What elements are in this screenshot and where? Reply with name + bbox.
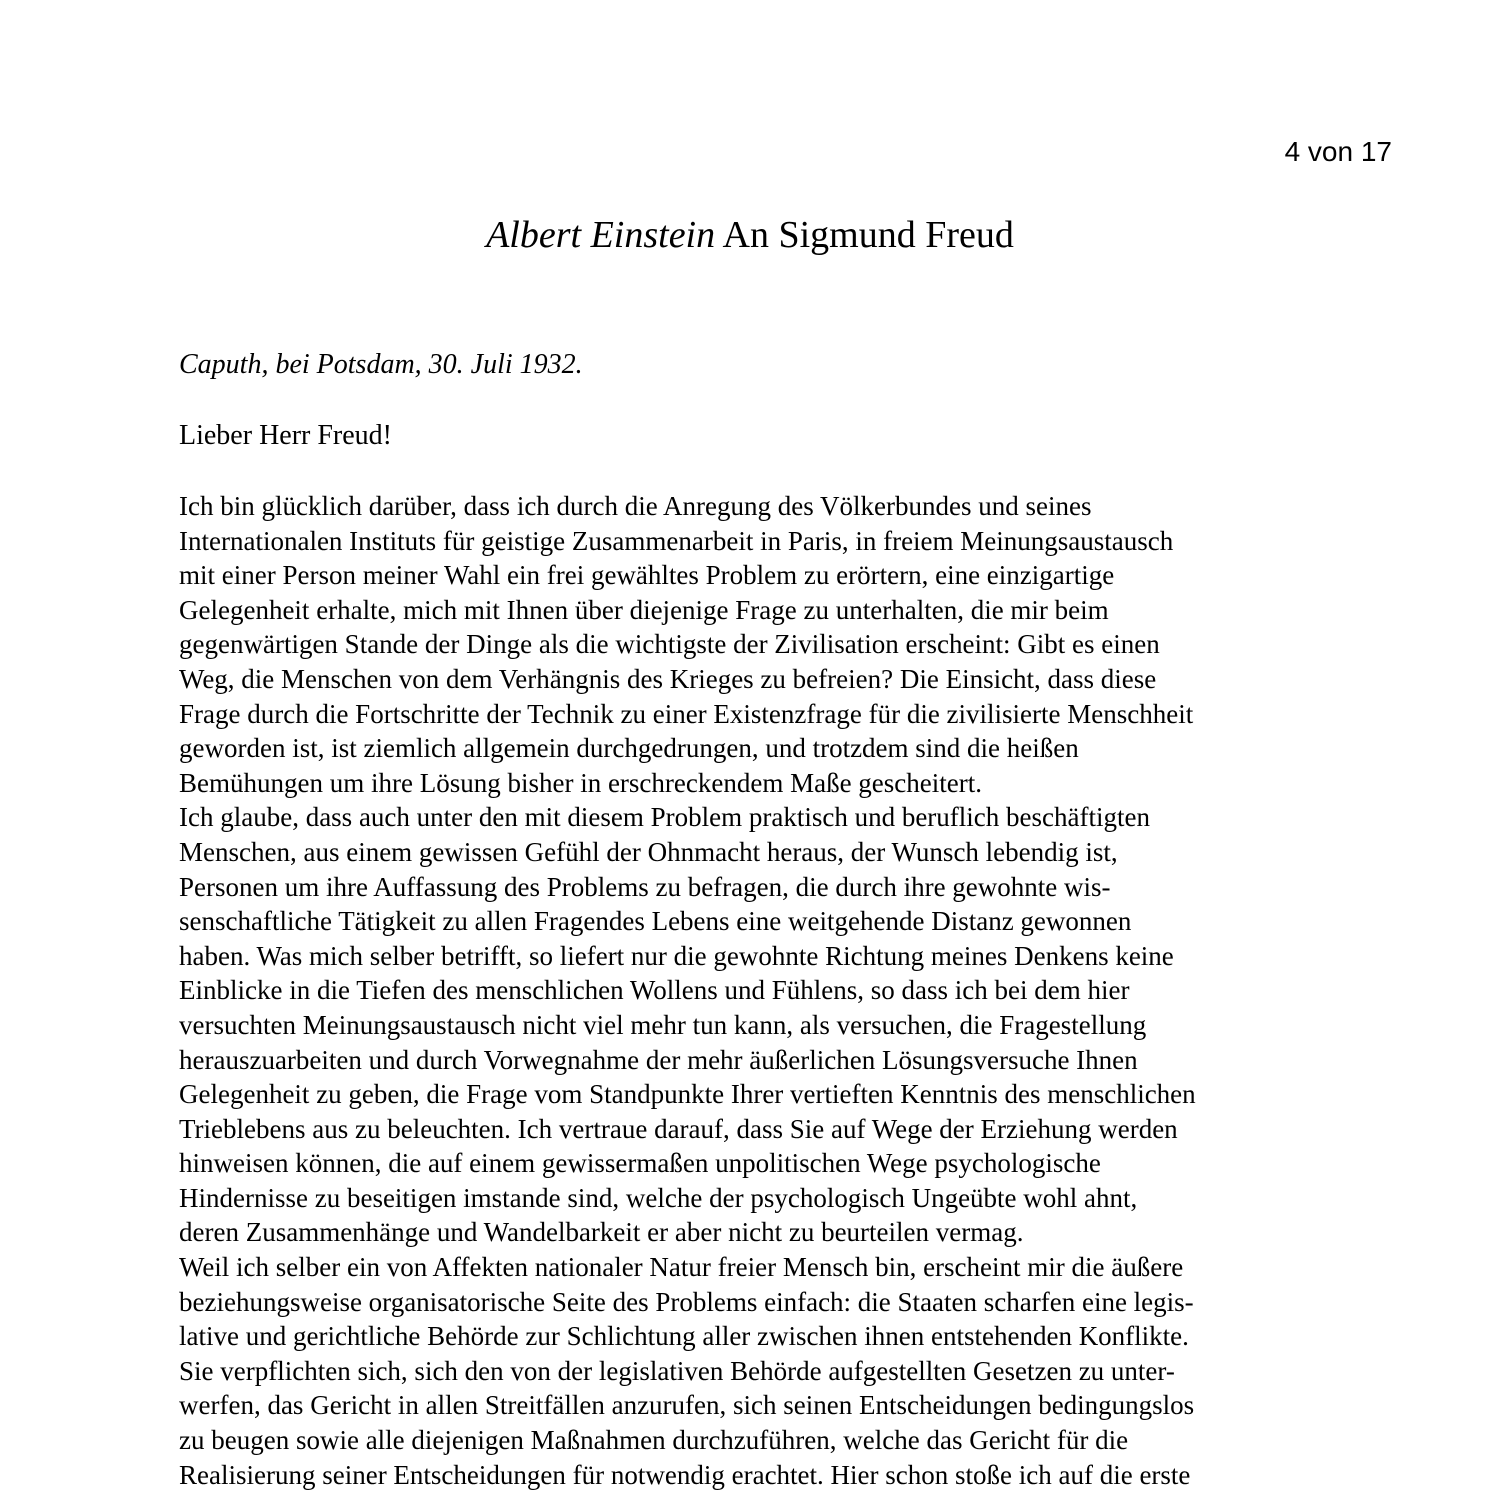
letter-body [179,489,1279,1492]
body-line: werfen, das Gericht in allen Streitfällen anzurufen, sich seinen Entscheidungen bedingungslos [179,1390,1195,1421]
body-line: Ich bin glücklich darüber, dass ich durch die Anregung des Völkerbundes und seines [179,491,1092,521]
body-line: Trieblebens aus zu beleuchten. Ich vertraue darauf, dass Sie auf Wege der Erziehung werden [179,1113,1178,1144]
body-line: Frage durch die Fortschritte der Technik zu einer Existenzfrage für die zivilisierte Menschheit [179,698,1194,729]
body-line: beziehungsweise organisatorische Seite des Problems einfach: die Staaten scharfen eine legis- [179,1286,1194,1317]
body-line: hinweisen können, die auf einem gewissermaßen unpolitischen Wege psychologische [179,1148,1101,1179]
body-line: Internationalen Instituts für geistige Zusammenarbeit in Paris, in freiem Meinungsaustausch [179,525,1174,556]
body-line: Weil ich selber ein von Affekten nationaler Natur freier Mensch bin, erscheint mir die äußere [179,1252,1184,1283]
title-recipient: An Sigmund Freud [722,214,1014,256]
letter-title [0,212,1500,258]
body-line: Personen um ihre Auffassung des Problems zu befragen, die durch ihre gewohnte wis- [179,871,1111,902]
body-line: gegenwärtigen Stande der Dinge als die wichtigste der Zivilisation erscheint: Gibt es einen [179,629,1160,660]
body-line: herauszuarbeiten und durch Vorwegnahme der mehr äußerlichen Lösungsversuche Ihnen [179,1044,1138,1075]
body-line: Gelegenheit zu geben, die Frage vom Standpunkte Ihrer vertieften Kenntnis des menschlichen [179,1079,1196,1110]
body-line: versuchten Meinungsaustausch nicht viel mehr tun kann, als versuchen, die Fragestellung [179,1009,1147,1040]
body-line: Weg, die Menschen von dem Verhängnis des Krieges zu befreien? Die Einsicht, dass diese [179,663,1157,694]
body-line: Sie verpflichten sich, sich den von der legislativen Behörde aufgestellten Gesetzen zu unter- [179,1355,1175,1386]
body-line: Hindernisse zu beseitigen imstande sind, welche der psychologisch Ungeübte wohl ahnt, [179,1182,1138,1213]
body-line: Bemühungen um ihre Lösung bisher in erschreckendem Maße gescheitert. [179,767,982,798]
body-line: haben. Was mich selber betrifft, so liefert nur die gewohnte Richtung meines Denkens keine [179,940,1174,971]
body-line: Einblicke in die Tiefen des menschlichen Wollens und Fühlens, so dass ich bei dem hier [179,975,1130,1006]
body-line: zu beugen sowie alle diejenigen Maßnahmen durchzuführen, welche das Gericht für die [179,1425,1129,1456]
body-line: Gelegenheit erhalte, mich mit Ihnen über diejenige Frage zu unterhalten, die mir beim [179,594,1109,625]
body-line: Realisierung seiner Entscheidungen für notwendig erachtet. Hier schon stoße ich auf die erste [179,1459,1191,1490]
body-line: deren Zusammenhänge und Wandelbarkeit er aber nicht zu beurteilen vermag. [179,1217,1024,1248]
page-number: 4 von 17 [1284,136,1392,167]
title-author: Albert Einstein [486,214,716,256]
body-line: mit einer Person meiner Wahl ein frei gewähltes Problem zu erörtern, eine einzigartige [179,560,1115,591]
body-line: Ich glaube, dass auch unter den mit diesem Problem praktisch und beruflich beschäftigten [179,802,1150,833]
letter-salutation: Lieber Herr Freud! [179,420,393,451]
body-line: lative und gerichtliche Behörde zur Schlichtung aller zwischen ihnen entstehenden Konflikte. [179,1321,1189,1352]
letter-place-date: Caputh, bei Potsdam, 30. Juli 1932. [179,349,583,380]
body-line: Menschen, aus einem gewissen Gefühl der Ohnmacht heraus, der Wunsch lebendig ist, [179,836,1118,867]
body-line: geworden ist, ist ziemlich allgemein durchgedrungen, und trotzdem sind die heißen [179,733,1079,764]
body-line: senschaftliche Tätigkeit zu allen Fragendes Lebens eine weitgehende Distanz gewonnen [179,906,1132,937]
